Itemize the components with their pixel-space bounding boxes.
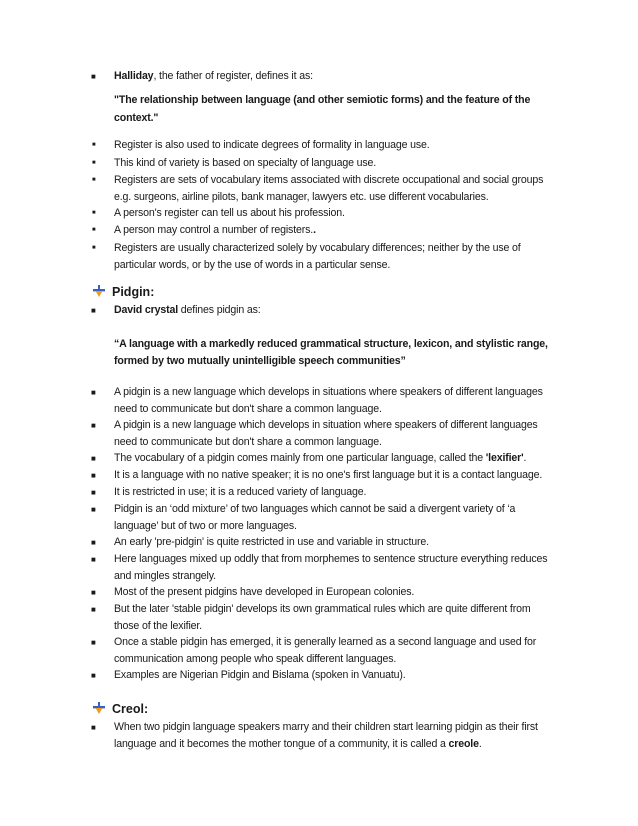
square-bullet-icon: ■: [92, 210, 96, 216]
author-name: David crystal: [114, 304, 179, 316]
square-bullet-icon: ■: [91, 538, 96, 547]
list-item: ■ It is a language with no native speaker; it is no one's first language but it is a contact language.: [94, 467, 564, 484]
square-bullet-icon: ■: [91, 388, 96, 397]
square-bullet-icon: ■: [91, 454, 96, 463]
list-item: ■ Most of the present pidgins have developed in European colonies.: [94, 584, 564, 601]
list-item: ■ Halliday, the father of register, defines it as:: [94, 68, 564, 85]
creole-term: creole: [448, 738, 479, 750]
list-item: ■ A pidgin is a new language which develops in situations where speakers of different languages need to communicate but don't share a common language.: [91, 386, 543, 415]
square-bullet-icon: ■: [92, 177, 96, 183]
halliday-quote-cont: context.": [114, 112, 159, 124]
author-name: Halliday: [114, 70, 154, 82]
list-item: ■ This kind of variety is based on specialty of language use.: [94, 155, 564, 172]
square-bullet-icon: ■: [92, 160, 96, 166]
square-bullet-icon: ■: [91, 505, 96, 514]
square-bullet-icon: ■: [91, 421, 96, 430]
square-bullet-icon: ■: [91, 723, 96, 732]
square-bullet-icon: ■: [91, 306, 96, 315]
crystal-quote-cont: formed by two mutually unintelligible speech communities”: [114, 355, 406, 367]
list-item: ■ When two pidgin language speakers marry and their children start learning pidgin as their first language and it becomes the mother tongue of a community, it is called a creole.: [91, 721, 538, 750]
list-item: ■ Register is also used to indicate degrees of formality in language use.: [94, 137, 564, 154]
list-item: ■ Registers are sets of vocabulary items associated with discrete occupational and social groups e.g. surgeons, airline pilots, bank manager, lawyers etc. use different vocabularies.: [92, 174, 544, 203]
list-item: ■ David crystal defines pidgin as:: [94, 302, 564, 319]
arrow-down-icon: [92, 284, 106, 298]
crystal-quote: “A language with a markedly reduced grammatical structure, lexicon, and stylistic range,: [114, 338, 548, 350]
list-item: ■ A person's register can tell us about his profession.: [94, 205, 564, 222]
square-bullet-icon: ■: [91, 471, 96, 480]
list-item: ■ Examples are Nigerian Pidgin and Bislama (spoken in Vanuatu).: [94, 667, 564, 684]
list-item: ■ Registers are usually characterized solely by vocabulary differences; neither by the use of particular words, or by the use of words in a particular sense.: [92, 242, 521, 271]
list-item: ■ It is restricted in use; it is a reduced variety of language.: [94, 484, 564, 501]
square-bullet-icon: ■: [92, 142, 96, 148]
square-bullet-icon: ■: [91, 605, 96, 614]
lexifier-term: 'lexifier': [485, 452, 524, 464]
list-item: ■ But the later 'stable pidgin' develops its own grammatical rules which are quite different from those of the lexifier.: [91, 603, 531, 632]
arrow-down-icon: [92, 701, 106, 715]
square-bullet-icon: ■: [91, 72, 96, 81]
halliday-quote: "The relationship between language (and other semiotic forms) and the feature of the: [114, 94, 531, 106]
square-bullet-icon: ■: [91, 555, 96, 564]
square-bullet-icon: ■: [91, 488, 96, 497]
list-item: ■ Once a stable pidgin has emerged, it is generally learned as a second language and used for communication among people who speak different languages.: [91, 636, 537, 665]
list-item: ■ Here languages mixed up oddly that from morphemes to sentence structure everything reduces and mingles strangely.: [91, 553, 548, 582]
square-bullet-icon: ■: [91, 671, 96, 680]
square-bullet-icon: ■: [92, 245, 96, 251]
list-item: ■ The vocabulary of a pidgin comes mainly from one particular language, called the 'lexifier'.: [94, 450, 564, 467]
square-bullet-icon: ■: [91, 638, 96, 647]
list-item: ■ Pidgin is an ‘odd mixture’ of two languages which cannot be said a divergent variety of ‘a language’ but of two or more languages.: [91, 503, 516, 532]
square-bullet-icon: ■: [91, 588, 96, 597]
list-item: ■ A pidgin is a new language which develops in situation where speakers of different languages need to communicate but don't share a common language.: [91, 419, 538, 448]
list-item: ■ A person may control a number of registers..: [94, 222, 564, 239]
list-item: ■ An early 'pre-pidgin' is quite restricted in use and variable in structure.: [94, 534, 564, 551]
section-heading-creol: Creol:: [92, 700, 148, 718]
section-heading-pidgin: Pidgin:: [92, 283, 154, 301]
square-bullet-icon: ■: [92, 227, 96, 233]
